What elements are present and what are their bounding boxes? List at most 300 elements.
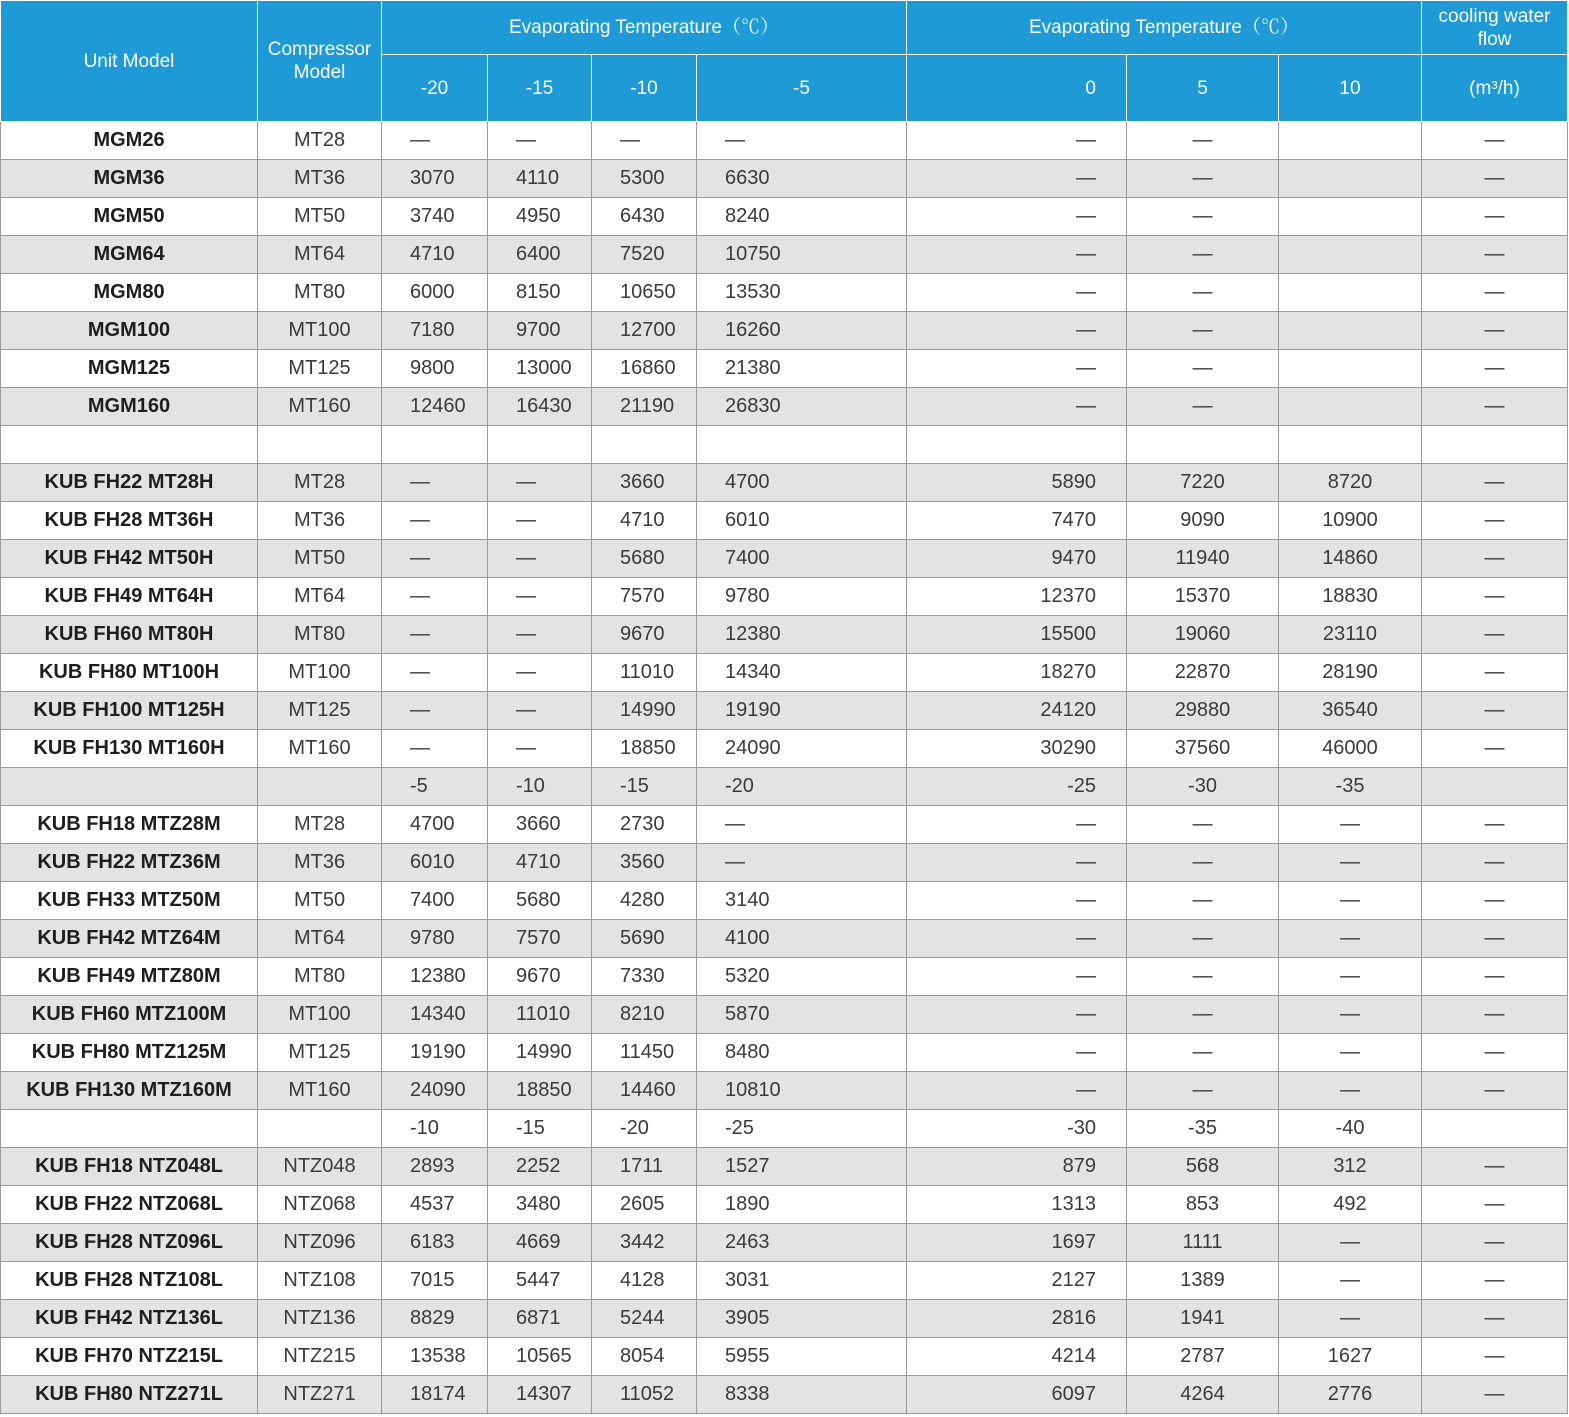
capacity-cell: — [382, 578, 488, 616]
capacity-cell [1279, 426, 1422, 464]
capacity-cell: — [1127, 996, 1279, 1034]
table-row [1, 540, 1568, 578]
cooling-water-flow-cell: — [1422, 122, 1568, 160]
capacity-cell: — [697, 122, 907, 160]
compressor-model-cell: MT50 [258, 540, 382, 578]
capacity-cell: — [1127, 1072, 1279, 1110]
table-row [1, 844, 1568, 882]
table-row [1, 274, 1568, 312]
header-flow-unit: (m³/h) [1422, 55, 1568, 122]
capacity-cell [1279, 274, 1422, 312]
compressor-model-cell: MT100 [258, 996, 382, 1034]
capacity-cell: 5890 [907, 464, 1127, 502]
unit-model-cell: KUB FH130 MT160H [1, 730, 258, 768]
capacity-cell: 8338 [697, 1376, 907, 1414]
capacity-cell: 3740 [382, 198, 488, 236]
capacity-cell: 4710 [592, 502, 697, 540]
capacity-cell: — [1279, 1300, 1422, 1338]
capacity-cell: -5 [382, 768, 488, 806]
capacity-cell: -15 [488, 1110, 592, 1148]
cooling-water-flow-cell: — [1422, 730, 1568, 768]
capacity-cell: 492 [1279, 1186, 1422, 1224]
table-row [1, 1300, 1568, 1338]
capacity-cell: 7330 [592, 958, 697, 996]
capacity-cell: 6183 [382, 1224, 488, 1262]
capacity-cell: — [1127, 806, 1279, 844]
capacity-cell: 7400 [382, 882, 488, 920]
capacity-cell: 10900 [1279, 502, 1422, 540]
compressor-model-cell: MT160 [258, 730, 382, 768]
capacity-cell: — [1127, 844, 1279, 882]
header-evap-temp-group-2: Evaporating Temperature（℃） [907, 1, 1422, 55]
header-temp: 10 [1279, 55, 1422, 122]
capacity-cell: — [1127, 920, 1279, 958]
capacity-cell: 9700 [488, 312, 592, 350]
compressor-model-cell: MT100 [258, 654, 382, 692]
capacity-cell: — [382, 502, 488, 540]
cooling-water-flow-cell: — [1422, 388, 1568, 426]
capacity-cell: 22870 [1127, 654, 1279, 692]
capacity-cell: -30 [907, 1110, 1127, 1148]
capacity-cell: 24090 [697, 730, 907, 768]
capacity-cell: 23110 [1279, 616, 1422, 654]
unit-model-cell: KUB FH80 NTZ271L [1, 1376, 258, 1414]
capacity-cell: 18830 [1279, 578, 1422, 616]
table-row [1, 806, 1568, 844]
capacity-cell: — [907, 160, 1127, 198]
capacity-cell: 5955 [697, 1338, 907, 1376]
table-row [1, 1262, 1568, 1300]
capacity-cell: 19190 [382, 1034, 488, 1072]
compressor-model-cell: MT64 [258, 578, 382, 616]
capacity-cell: 14340 [382, 996, 488, 1034]
unit-model-cell [1, 768, 258, 806]
capacity-cell: 19190 [697, 692, 907, 730]
capacity-cell: 568 [1127, 1148, 1279, 1186]
capacity-cell: 2127 [907, 1262, 1127, 1300]
capacity-cell: 879 [907, 1148, 1127, 1186]
capacity-cell: 3031 [697, 1262, 907, 1300]
cooling-water-flow-cell: — [1422, 502, 1568, 540]
capacity-cell [382, 426, 488, 464]
capacity-cell: 1711 [592, 1148, 697, 1186]
cooling-water-flow-cell: — [1422, 1224, 1568, 1262]
compressor-model-cell: NTZ215 [258, 1338, 382, 1376]
capacity-cell: 6010 [697, 502, 907, 540]
capacity-cell: 6000 [382, 274, 488, 312]
capacity-cell [592, 426, 697, 464]
compressor-model-cell [258, 1110, 382, 1148]
capacity-cell: — [907, 844, 1127, 882]
capacity-cell: 4264 [1127, 1376, 1279, 1414]
capacity-cell: — [907, 958, 1127, 996]
capacity-cell: 14307 [488, 1376, 592, 1414]
cooling-water-flow-cell [1422, 1110, 1568, 1148]
capacity-cell: — [382, 122, 488, 160]
capacity-cell: 15500 [907, 616, 1127, 654]
capacity-cell: 5300 [592, 160, 697, 198]
capacity-cell: -35 [1127, 1110, 1279, 1148]
table-row [1, 122, 1568, 160]
capacity-cell: 8829 [382, 1300, 488, 1338]
capacity-cell: 12370 [907, 578, 1127, 616]
capacity-cell: 14340 [697, 654, 907, 692]
capacity-cell: 10750 [697, 236, 907, 274]
capacity-cell: 8240 [697, 198, 907, 236]
unit-model-cell: KUB FH18 NTZ048L [1, 1148, 258, 1186]
unit-model-cell: KUB FH42 NTZ136L [1, 1300, 258, 1338]
capacity-cell: — [488, 654, 592, 692]
compressor-model-cell: MT28 [258, 122, 382, 160]
cooling-water-flow-cell: — [1422, 1186, 1568, 1224]
compressor-model-cell [258, 426, 382, 464]
cooling-water-flow-cell: — [1422, 160, 1568, 198]
capacity-cell: 12380 [697, 616, 907, 654]
cooling-water-flow-cell: — [1422, 996, 1568, 1034]
capacity-cell: 13530 [697, 274, 907, 312]
header-temp: -20 [382, 55, 488, 122]
table-row [1, 464, 1568, 502]
capacity-cell: 8150 [488, 274, 592, 312]
cooling-water-flow-cell: — [1422, 844, 1568, 882]
capacity-cell: — [907, 920, 1127, 958]
compressor-model-cell: MT160 [258, 1072, 382, 1110]
capacity-cell: 4537 [382, 1186, 488, 1224]
compressor-model-cell: NTZ068 [258, 1186, 382, 1224]
compressor-model-cell: MT28 [258, 464, 382, 502]
cooling-water-flow-cell: — [1422, 350, 1568, 388]
capacity-cell: 5447 [488, 1262, 592, 1300]
capacity-cell: 11010 [488, 996, 592, 1034]
capacity-cell: 4110 [488, 160, 592, 198]
cooling-water-flow-cell: — [1422, 1262, 1568, 1300]
unit-model-cell: MGM64 [1, 236, 258, 274]
table-row [1, 654, 1568, 692]
capacity-cell: 8480 [697, 1034, 907, 1072]
capacity-cell: 4700 [382, 806, 488, 844]
table-row [1, 1034, 1568, 1072]
capacity-cell: — [907, 122, 1127, 160]
cooling-water-flow-cell: — [1422, 920, 1568, 958]
capacity-cell [1279, 122, 1422, 160]
compressor-model-cell: MT125 [258, 1034, 382, 1072]
capacity-cell: — [1127, 274, 1279, 312]
capacity-cell: 2463 [697, 1224, 907, 1262]
header-cooling-water-flow: cooling water flow [1422, 1, 1568, 55]
capacity-cell: — [382, 654, 488, 692]
capacity-cell: 14860 [1279, 540, 1422, 578]
capacity-cell: 24120 [907, 692, 1127, 730]
compressor-model-cell: NTZ271 [258, 1376, 382, 1414]
capacity-cell: — [1127, 122, 1279, 160]
capacity-cell: — [592, 122, 697, 160]
unit-model-cell: KUB FH130 MTZ160M [1, 1072, 258, 1110]
compressor-model-cell: MT125 [258, 350, 382, 388]
capacity-cell: 7570 [488, 920, 592, 958]
capacity-cell: 3660 [488, 806, 592, 844]
unit-model-cell [1, 1110, 258, 1148]
capacity-cell: — [1279, 882, 1422, 920]
unit-model-cell: MGM50 [1, 198, 258, 236]
capacity-cell [1279, 350, 1422, 388]
cooling-water-flow-cell: — [1422, 1300, 1568, 1338]
table-row [1, 730, 1568, 768]
capacity-cell: 1389 [1127, 1262, 1279, 1300]
table-body [1, 122, 1568, 1414]
capacity-cell: 36540 [1279, 692, 1422, 730]
unit-model-cell: KUB FH60 MTZ100M [1, 996, 258, 1034]
capacity-cell: 7570 [592, 578, 697, 616]
compressor-model-cell: MT80 [258, 274, 382, 312]
capacity-cell: 37560 [1127, 730, 1279, 768]
compressor-model-cell: MT36 [258, 502, 382, 540]
capacity-cell: 9670 [488, 958, 592, 996]
capacity-cell: — [1127, 388, 1279, 426]
compressor-model-cell: MT36 [258, 844, 382, 882]
capacity-cell: 2252 [488, 1148, 592, 1186]
capacity-cell: — [1279, 958, 1422, 996]
capacity-cell: — [382, 540, 488, 578]
unit-model-cell: KUB FH49 MTZ80M [1, 958, 258, 996]
capacity-cell: 18174 [382, 1376, 488, 1414]
unit-model-cell: KUB FH80 MTZ125M [1, 1034, 258, 1072]
unit-model-cell: MGM125 [1, 350, 258, 388]
capacity-cell: 7220 [1127, 464, 1279, 502]
capacity-cell: 30290 [907, 730, 1127, 768]
capacity-cell: — [907, 236, 1127, 274]
capacity-cell: -20 [697, 768, 907, 806]
capacity-cell: -15 [592, 768, 697, 806]
cooling-water-flow-cell [1422, 426, 1568, 464]
capacity-cell: 16260 [697, 312, 907, 350]
cooling-water-flow-cell: — [1422, 654, 1568, 692]
capacity-cell: 10650 [592, 274, 697, 312]
capacity-cell: 6400 [488, 236, 592, 274]
capacity-cell [488, 426, 592, 464]
capacity-cell: — [1127, 160, 1279, 198]
capacity-cell: 2893 [382, 1148, 488, 1186]
capacity-cell: -20 [592, 1110, 697, 1148]
capacity-cell: — [907, 388, 1127, 426]
header-temp: 5 [1127, 55, 1279, 122]
capacity-cell: 1627 [1279, 1338, 1422, 1376]
table-row [1, 1338, 1568, 1376]
capacity-cell: 10565 [488, 1338, 592, 1376]
header-temp: 0 [907, 55, 1127, 122]
capacity-cell: 5680 [488, 882, 592, 920]
compressor-model-cell: MT36 [258, 160, 382, 198]
capacity-cell: 1313 [907, 1186, 1127, 1224]
table-row [1, 578, 1568, 616]
capacity-cell: 11010 [592, 654, 697, 692]
capacity-cell: -25 [907, 768, 1127, 806]
capacity-cell: 2816 [907, 1300, 1127, 1338]
cooling-water-flow-cell: — [1422, 1376, 1568, 1414]
capacity-cell: 29880 [1127, 692, 1279, 730]
capacity-cell: — [382, 464, 488, 502]
header-evap-temp-group-1: Evaporating Temperature（℃） [382, 1, 907, 55]
table-row [1, 1376, 1568, 1414]
capacity-cell: 9800 [382, 350, 488, 388]
capacity-cell: 21190 [592, 388, 697, 426]
capacity-cell: 4280 [592, 882, 697, 920]
table-row [1, 920, 1568, 958]
capacity-cell: 4128 [592, 1262, 697, 1300]
capacity-cell: — [1279, 1262, 1422, 1300]
capacity-cell: 312 [1279, 1148, 1422, 1186]
capacity-cell: 5680 [592, 540, 697, 578]
compressor-model-cell: MT64 [258, 236, 382, 274]
cooling-water-flow-cell: — [1422, 882, 1568, 920]
header-unit-model: Unit Model [1, 1, 258, 122]
unit-model-cell: MGM100 [1, 312, 258, 350]
capacity-cell: — [1127, 312, 1279, 350]
capacity-cell: — [697, 844, 907, 882]
capacity-cell: 9670 [592, 616, 697, 654]
capacity-cell: -10 [488, 768, 592, 806]
capacity-cell: — [907, 1072, 1127, 1110]
capacity-cell: 9090 [1127, 502, 1279, 540]
unit-model-cell: KUB FH70 NTZ215L [1, 1338, 258, 1376]
capacity-cell: 13000 [488, 350, 592, 388]
capacity-cell: 853 [1127, 1186, 1279, 1224]
unit-model-cell: KUB FH28 MT36H [1, 502, 258, 540]
capacity-cell: 6430 [592, 198, 697, 236]
capacity-cell: — [907, 350, 1127, 388]
cooling-water-flow-cell: — [1422, 1148, 1568, 1186]
capacity-cell: 14990 [592, 692, 697, 730]
table-row [1, 426, 1568, 464]
table-row [1, 312, 1568, 350]
capacity-cell: 7180 [382, 312, 488, 350]
capacity-cell: 1941 [1127, 1300, 1279, 1338]
capacity-cell: 6630 [697, 160, 907, 198]
capacity-cell: 15370 [1127, 578, 1279, 616]
capacity-cell: — [1279, 844, 1422, 882]
unit-model-cell: KUB FH42 MT50H [1, 540, 258, 578]
capacity-cell: 4100 [697, 920, 907, 958]
table-row [1, 198, 1568, 236]
header-compressor-model: Compressor Model [258, 1, 382, 122]
capacity-cell: 3140 [697, 882, 907, 920]
capacity-cell [907, 426, 1127, 464]
cooling-water-flow-cell: — [1422, 274, 1568, 312]
capacity-cell: — [907, 1034, 1127, 1072]
table-row [1, 1224, 1568, 1262]
capacity-cell: — [488, 540, 592, 578]
capacity-cell: 18270 [907, 654, 1127, 692]
capacity-cell: — [488, 122, 592, 160]
cooling-water-flow-cell: — [1422, 1034, 1568, 1072]
capacity-cell: 19060 [1127, 616, 1279, 654]
cooling-water-flow-cell: — [1422, 692, 1568, 730]
capacity-cell: 8054 [592, 1338, 697, 1376]
table-row [1, 1072, 1568, 1110]
capacity-cell: 6010 [382, 844, 488, 882]
cooling-water-flow-cell [1422, 768, 1568, 806]
unit-model-cell: KUB FH28 NTZ096L [1, 1224, 258, 1262]
unit-model-cell: KUB FH22 NTZ068L [1, 1186, 258, 1224]
capacity-cell: 14990 [488, 1034, 592, 1072]
table-header [1, 1, 1568, 122]
capacity-cell: 3905 [697, 1300, 907, 1338]
capacity-cell: 14460 [592, 1072, 697, 1110]
cooling-water-flow-cell: — [1422, 236, 1568, 274]
capacity-cell: — [907, 312, 1127, 350]
header-temp: -10 [592, 55, 697, 122]
cooling-water-flow-cell: — [1422, 578, 1568, 616]
capacity-cell: 7470 [907, 502, 1127, 540]
capacity-cell: 4710 [488, 844, 592, 882]
capacity-cell: 6097 [907, 1376, 1127, 1414]
unit-model-cell: KUB FH49 MT64H [1, 578, 258, 616]
compressor-model-cell: MT28 [258, 806, 382, 844]
capacity-cell: 4710 [382, 236, 488, 274]
compressor-model-cell: MT50 [258, 198, 382, 236]
capacity-cell: 11450 [592, 1034, 697, 1072]
capacity-cell: 5320 [697, 958, 907, 996]
capacity-cell: — [488, 464, 592, 502]
capacity-cell: 4669 [488, 1224, 592, 1262]
capacity-cell: 3442 [592, 1224, 697, 1262]
capacity-cell: — [488, 692, 592, 730]
capacity-cell: 1890 [697, 1186, 907, 1224]
capacity-cell: 8720 [1279, 464, 1422, 502]
compressor-model-cell: MT80 [258, 616, 382, 654]
table-row [1, 388, 1568, 426]
header-temp: -15 [488, 55, 592, 122]
capacity-cell: 1527 [697, 1148, 907, 1186]
capacity-cell: — [488, 502, 592, 540]
unit-model-cell: MGM160 [1, 388, 258, 426]
cooling-water-flow-cell: — [1422, 958, 1568, 996]
capacity-cell: — [907, 882, 1127, 920]
capacity-cell: 46000 [1279, 730, 1422, 768]
capacity-cell [1279, 312, 1422, 350]
capacity-cell: — [1279, 996, 1422, 1034]
capacity-cell: 26830 [697, 388, 907, 426]
capacity-cell [1279, 388, 1422, 426]
compressor-model-cell: NTZ096 [258, 1224, 382, 1262]
capacity-cell: 5690 [592, 920, 697, 958]
capacity-cell: 4700 [697, 464, 907, 502]
unit-model-cell: KUB FH33 MTZ50M [1, 882, 258, 920]
compressor-model-cell: NTZ048 [258, 1148, 382, 1186]
table-row [1, 996, 1568, 1034]
capacity-cell: 2787 [1127, 1338, 1279, 1376]
capacity-cell: 3660 [592, 464, 697, 502]
compressor-model-cell: MT50 [258, 882, 382, 920]
capacity-cell: 21380 [697, 350, 907, 388]
unit-model-cell [1, 426, 258, 464]
capacity-cell: 11940 [1127, 540, 1279, 578]
capacity-cell: 28190 [1279, 654, 1422, 692]
unit-model-cell: MGM80 [1, 274, 258, 312]
capacity-cell: 3480 [488, 1186, 592, 1224]
capacity-cell: -35 [1279, 768, 1422, 806]
capacity-cell: 9470 [907, 540, 1127, 578]
capacity-cell [1279, 236, 1422, 274]
capacity-cell: 12460 [382, 388, 488, 426]
capacity-cell: — [488, 578, 592, 616]
compressor-model-cell: MT100 [258, 312, 382, 350]
capacity-cell: 18850 [592, 730, 697, 768]
capacity-cell: -40 [1279, 1110, 1422, 1148]
capacity-cell: 1697 [907, 1224, 1127, 1262]
capacity-cell: 2776 [1279, 1376, 1422, 1414]
capacity-cell: — [1279, 920, 1422, 958]
capacity-cell: 10810 [697, 1072, 907, 1110]
